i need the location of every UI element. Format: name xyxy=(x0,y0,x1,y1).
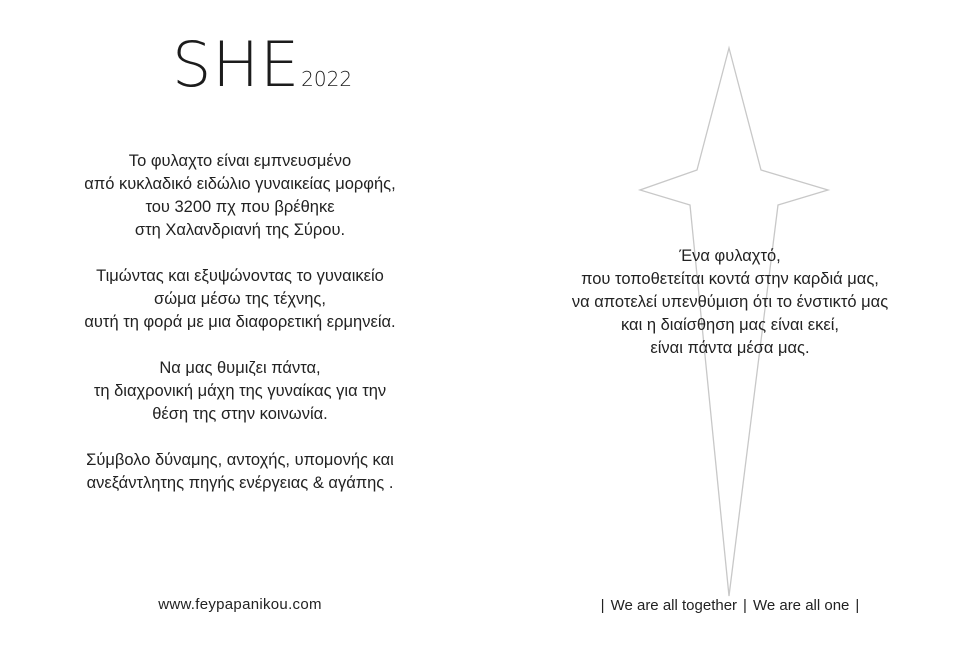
text-line: Να μας θυμιζει πάντα, xyxy=(159,359,321,377)
motto xyxy=(520,597,940,614)
motto-separator: | xyxy=(743,597,747,614)
motto-separator: | xyxy=(855,597,860,614)
motto-separator: | xyxy=(600,597,605,614)
motto-part-2: We are all one xyxy=(752,597,850,614)
text-line: είναι πάντα μέσα μας. xyxy=(650,339,810,357)
text-line: θέση της στην κοινωνία. xyxy=(152,405,328,423)
motto-part-1: We are all together xyxy=(610,597,738,614)
text-line: ανεξάντλητης πηγής ενέργειας & αγάπης . xyxy=(86,474,394,492)
text-line: τη διαχρονική μάχη της γυναίκας για την xyxy=(93,382,387,400)
text-line: Το φυλαχτο είναι εμπνευσμένο xyxy=(128,152,352,170)
text-line: αυτή τη φορά με μια διαφορετική ερμηνεία. xyxy=(84,313,396,331)
text-line: του 3200 πχ που βρέθηκε xyxy=(145,198,335,216)
title-main: SHE xyxy=(172,28,301,101)
text-line: από κυκλαδικό ειδώλιο γυναικείας μορφής, xyxy=(84,175,396,193)
amulet-message xyxy=(520,245,940,360)
text-line: Τιμώντας και εξυψώνοντας το γυναικείο xyxy=(96,267,384,285)
text-line: να αποτελεί υπενθύμιση ότι το ένστικτό μας xyxy=(571,293,889,311)
text-line: Ένα φυλαχτό, xyxy=(679,247,781,265)
text-line: στη Χαλανδριανή της Σύρου. xyxy=(134,221,346,239)
text-line: που τοποθετείται κοντά στην καρδιά μας, xyxy=(581,270,879,288)
text-line: σώμα μέσω της τέχνης, xyxy=(154,290,326,308)
title-year: 2022 xyxy=(301,67,353,91)
website-link[interactable]: www.feypapanikou.com xyxy=(158,596,322,613)
text-line: Σύμβολο δύναμης, αντοχής, υπομονής και xyxy=(86,451,394,469)
text-line: και η διαίσθηση μας είναι εκεί, xyxy=(621,316,839,334)
